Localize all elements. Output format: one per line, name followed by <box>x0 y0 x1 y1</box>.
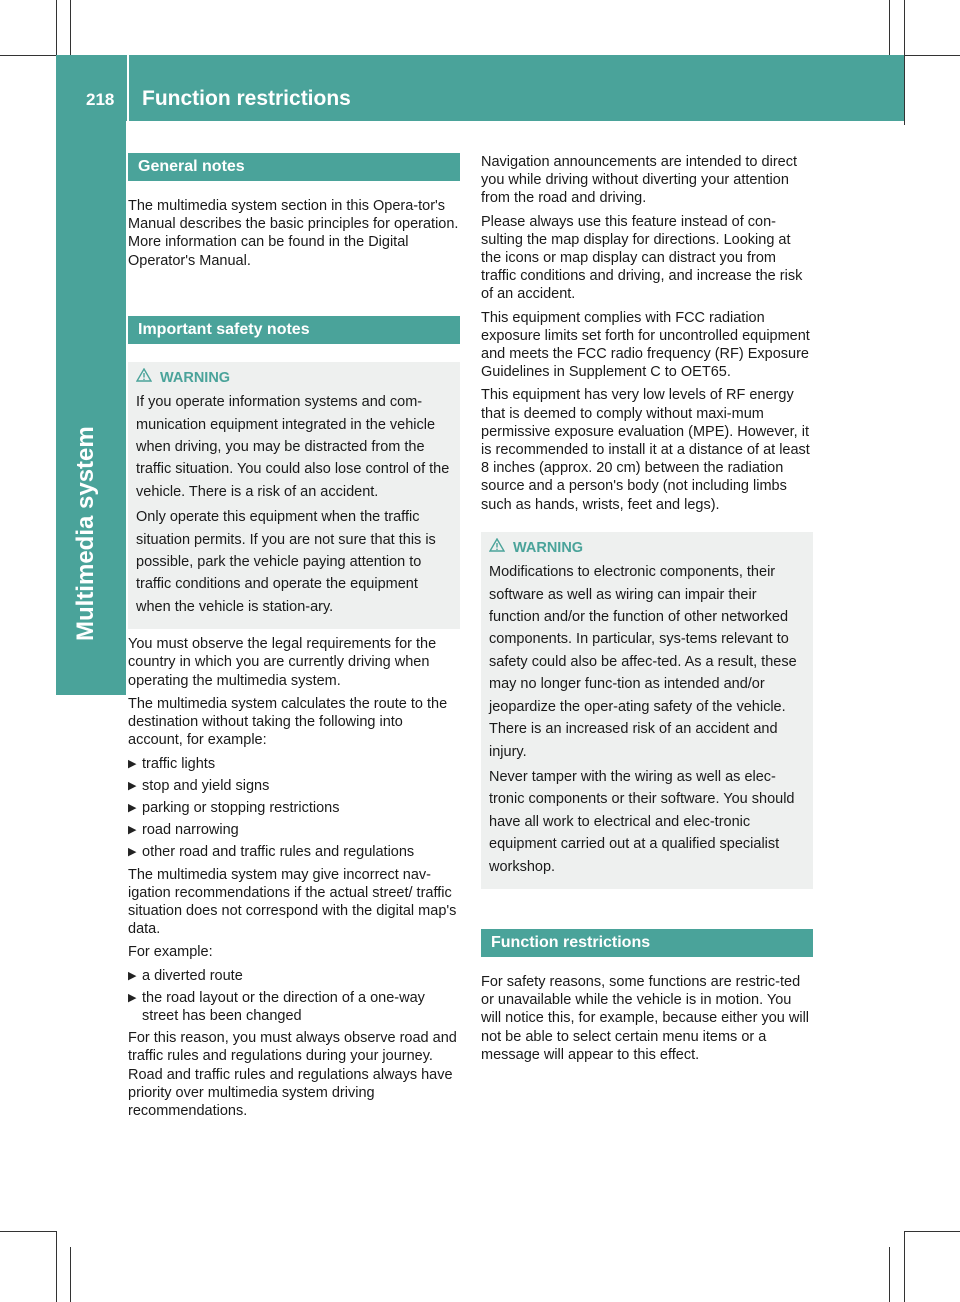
list-item: ▶ traffic lights <box>128 755 216 772</box>
right-column <box>481 153 813 1069</box>
fcc-paragraph: This equipment complies with FCC radiation exposure limits set forth for uncontrolled equipment and meets the FCC radio frequency (RF) Exposure Guidelines in Supplement C to OET65. <box>481 309 810 381</box>
route-factors-list <box>128 755 460 862</box>
bullet-r-icon: ▶ <box>128 991 137 1004</box>
crop-mark <box>889 1247 890 1302</box>
section-heading-general-notes: General notes <box>128 153 460 181</box>
warning-box-modifications <box>481 532 813 889</box>
section-heading-function-restrictions: Function restrictions <box>481 929 813 957</box>
crop-mark <box>904 0 905 125</box>
section-heading-safety: Important safety notes <box>128 316 460 344</box>
warning-title <box>136 367 452 389</box>
list-item: ▶ other road and traffic rules and regulations <box>128 844 415 861</box>
for-example-label: For example: <box>128 944 213 961</box>
example-list <box>128 967 460 1026</box>
function-restrictions-paragraph: For safety reasons, some functions are restric-ted or unavailable while the vehicle is in motion. You will notice this, for example, because either you will not be able to select certain menu items or a message will appear to this effect. <box>481 973 810 1063</box>
warning-paragraph: Only operate this equipment when the traffic situation permits. If you are not sure that this is possible, park the vehicle paying attention to traffic conditions and operate the equipment when the vehicle is station-ary. <box>136 509 436 615</box>
bullet-r-icon: ▶ <box>128 824 137 837</box>
list-item: ▶ road narrowing <box>128 822 239 839</box>
warning-triangle-icon <box>136 367 152 389</box>
warning-label: WARNING <box>160 369 231 386</box>
crop-mark <box>904 1231 960 1232</box>
warning-paragraph: Never tamper with the wiring as well as elec-tronic components or their software. You should have all work to electrical and elec-tronic equipment carried out at a qualified specialist workshop. <box>489 768 795 875</box>
bullet-r-icon: ▶ <box>128 779 137 792</box>
side-tab-label: Multimedia system <box>72 426 99 641</box>
list-item: ▶ the road layout or the direction of a one-way street has been changed <box>128 989 425 1024</box>
crop-mark <box>70 0 71 55</box>
crop-mark <box>889 0 890 55</box>
warning-box-distraction <box>128 362 460 629</box>
warning-paragraph: Modifications to electronic components, their software as well as wiring can impair their function and/or the function of other networked components. In particular, sys-tems relevant to safety could also be affec-ted. As a result, these may no longer func-tion as intended and/or jeopardize the oper-ating safety of the vehicle. There is an increased risk of an accident and injury. <box>489 564 797 760</box>
list-item: ▶ parking or stopping restrictions <box>128 799 340 816</box>
bullet-r-icon: ▶ <box>128 801 137 814</box>
warning-triangle-icon <box>489 537 505 559</box>
list-item: ▶ stop and yield signs <box>128 777 270 794</box>
bullet-r-icon: ▶ <box>128 846 137 859</box>
map-display-paragraph: Please always use this feature instead of con-sulting the map display for directions. Looking at the icons or map display can distract you from traffic conditions and driving, and increase the risk of an accident. <box>481 213 803 303</box>
general-notes-paragraph: The multimedia system section in this Opera-tor's Manual describes the basic principles for operation. More information can be found in the Digital Operator's Manual. <box>128 198 459 269</box>
route-calculation-paragraph: The multimedia system calculates the route to the destination without taking the following into account, for example: <box>128 695 448 749</box>
page-number: 218 <box>86 90 115 109</box>
incorrect-recommendations-paragraph: The multimedia system may give incorrect nav-igation recommendations if the actual street/ traffic situation does not correspond with the digital map's data. <box>128 866 457 938</box>
page-title: Function restrictions <box>142 87 351 110</box>
navigation-announcements-paragraph: Navigation announcements are intended to direct you while driving without diverting your attention from the road and driving. <box>481 154 797 207</box>
warning-label: WARNING <box>513 539 584 556</box>
warning-paragraph: If you operate information systems and com-munication equipment integrated in the vehicle when driving, you may be distracted from the traffic situation. You could also lose control of the vehicle. There is a risk of an accident. <box>136 394 450 500</box>
rf-energy-paragraph: This equipment has very low levels of RF energy that is deemed to comply without maxi-mum permissive exposure evaluation (MPE). However, it is recommended to install it at a distance of at least 8 inches (approx. 20 cm) between the radiation source and a person's body (not including limbs such as hands, wrists, feet and legs). <box>481 387 810 513</box>
observe-rules-paragraph: For this reason, you must always observe road and traffic rules and regulations during your journey. Road and traffic rules and regulations always have priority over multimedia system driving recommendations. <box>128 1030 457 1119</box>
crop-mark <box>0 1231 56 1232</box>
warning-title <box>489 537 805 559</box>
crop-mark <box>904 1231 905 1302</box>
crop-mark <box>70 1247 71 1302</box>
header-divider <box>127 55 129 121</box>
legal-requirements-paragraph: You must observe the legal requirements for the country in which you are currently driving when operating the multimedia system. <box>128 636 437 689</box>
left-column <box>128 153 460 1125</box>
bullet-r-icon: ▶ <box>128 757 137 770</box>
crop-mark <box>56 1231 57 1302</box>
list-item: ▶ a diverted route <box>128 967 243 984</box>
bullet-r-icon: ▶ <box>128 969 137 982</box>
